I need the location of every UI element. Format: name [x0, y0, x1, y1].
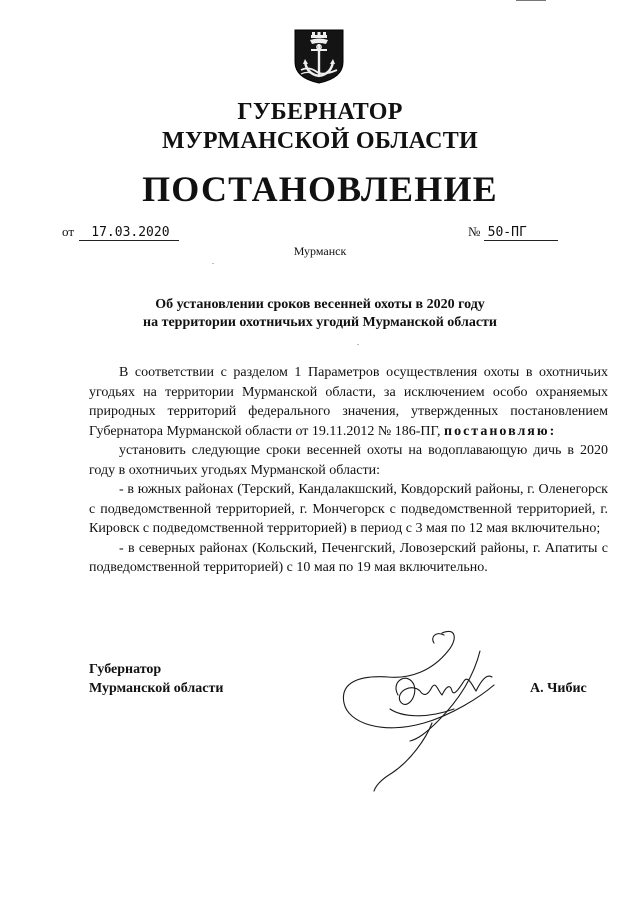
coat-of-arms-icon — [293, 28, 345, 84]
document-number — [468, 224, 558, 241]
paragraph-decision: установить следующие сроки весенней охоты на водоплавающую дичь в 2020 году в охотничьих угодьях Мурманской области: — [89, 443, 608, 478]
top-edge-mark — [516, 0, 546, 1]
scan-speck — [212, 263, 214, 264]
subject-line-2: на территории охотничьих угодий Мурманской области — [143, 315, 497, 330]
authority-line-1: ГУБЕРНАТОР — [237, 99, 403, 125]
date-value: 17.03.2020 — [79, 226, 179, 241]
signer-name: А. Чибис — [530, 681, 587, 696]
preamble-text: В соответствии с разделом 1 Параметров осуществления охоты в охотничьих угодьях на территории Мурманской области, за исключением особо охраняемых природных территорий федерального значения, утвержденных постановлением Губернатора Мурманской области от 19.11.2012 № 186-ПГ, — [89, 365, 608, 439]
paragraph-south-districts: - в южных районах (Терский, Кандалакшский, Ковдорский районы, г. Оленегорск с подведомственной территорией, г. Мончегорск с подведомственной территорией, г. Кировск с подведомственной территорией) в период с 3 мая по 12 мая включительно; — [89, 482, 608, 536]
number-prefix: № — [468, 224, 481, 239]
subject-line-1: Об установлении сроков весенней охоты в 2020 году — [155, 297, 485, 312]
document-body — [89, 363, 608, 578]
handwritten-signature — [330, 625, 530, 795]
signer-title — [89, 660, 223, 698]
document-type-title: ПОСТАНОВЛЕНИЕ — [142, 169, 498, 209]
scan-speck — [357, 344, 359, 345]
authority-line-2: МУРМАНСКОЙ ОБЛАСТИ — [162, 128, 478, 154]
paragraph-preamble — [89, 363, 608, 441]
number-value: 50-ПГ — [484, 226, 558, 241]
signer-title-line-1: Губернатор — [89, 662, 162, 677]
decision-word: постановляю: — [444, 423, 557, 439]
city-name: Мурманск — [293, 244, 347, 258]
signer-title-line-2: Мурманской области — [89, 681, 224, 696]
paragraph-north-districts: - в северных районах (Кольский, Печенгский, Ловозерский районы, г. Апатиты с подведомственной территорией) с 10 мая по 19 мая включительно. — [89, 540, 608, 575]
date-prefix: от — [62, 224, 75, 239]
document-date — [62, 224, 179, 241]
